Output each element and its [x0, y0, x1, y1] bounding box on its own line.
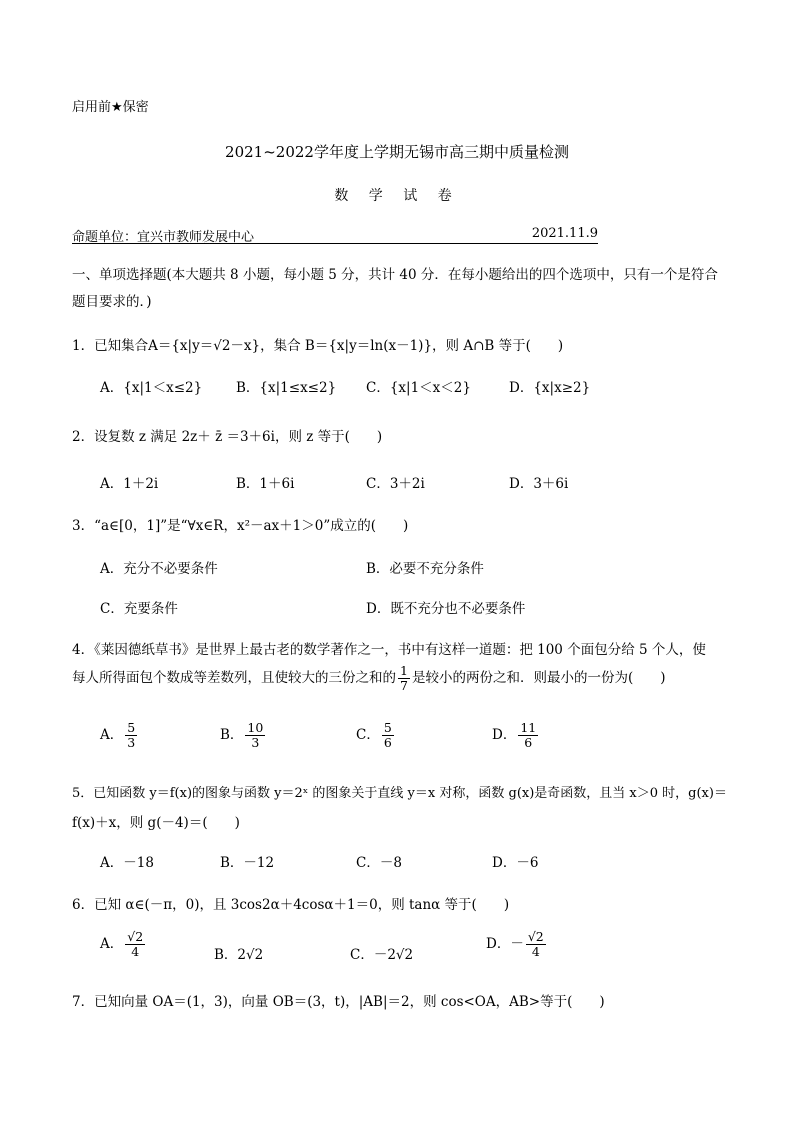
exam-title: 2021~2022学年度上学期无锡市高三期中质量检测	[225, 143, 569, 161]
question-4-stem-fraction	[398, 664, 410, 693]
option-label: D．－	[486, 935, 524, 952]
fraction-numerator: √2	[527, 929, 544, 944]
exam-subtitle: 数 学 试 卷	[334, 188, 460, 204]
fraction-numerator: √2	[127, 929, 144, 944]
question-6-option-c: C．－2√2	[350, 947, 414, 963]
question-4-stem-line1: 4．《莱因德纸草书》是世界上最古老的数学著作之一，书中有这样一道题：把 100 个面包分给 5 个人，使	[72, 642, 706, 658]
question-3-stem: 3．“a∈[0，1]”是“∀x∈R，x²－ax＋1＞0”成立的( )	[72, 518, 409, 534]
fraction-denominator: 4	[531, 943, 540, 959]
question-4-option-a	[100, 721, 139, 750]
question-4-option-d	[492, 721, 540, 750]
question-7-stem: 7．已知向量 OA＝(1，3)，向量 OB＝(3，t)，|AB|＝2，则 cos<OA，AB>等于( )	[72, 994, 605, 1010]
question-5-stem-line2: f(x)＋x，则 g(－4)＝( )	[72, 815, 240, 831]
question-2-option-c: C．3＋2i	[366, 476, 425, 492]
fraction-numerator: 10	[247, 720, 264, 735]
question-5-option-b: B．－12	[220, 855, 275, 871]
fraction-numerator: 1	[400, 663, 408, 678]
question-1-option-a: A．{x|1＜x≤2}	[100, 380, 203, 396]
section-instructions: 一、单项选择题(本大题共 8 小题，每小题 5 分，共计 40 分．在每小题给出的四个选项中，只有一个是符合题目要求的．)	[72, 267, 718, 310]
question-4-option-b	[220, 721, 267, 750]
question-2-option-d: D．3＋6i	[509, 476, 569, 492]
question-4-option-c	[356, 721, 396, 750]
question-5-option-a: A．－18	[100, 855, 154, 871]
fraction-numerator: 11	[520, 720, 537, 735]
option-label: B．	[220, 726, 244, 743]
option-fraction	[125, 721, 137, 750]
question-3-option-d: D．既不充分也不必要条件	[366, 601, 526, 617]
question-3-option-b: B．必要不充分条件	[366, 561, 484, 577]
fraction-denominator: 3	[251, 734, 260, 750]
fraction-denominator: 4	[131, 943, 140, 959]
question-2-stem: 2．设复数 z 满足 2z＋ z̄ ＝3＋6i，则 z 等于( )	[72, 429, 383, 445]
option-fraction	[245, 721, 265, 750]
question-6-option-b: B．2√2	[214, 947, 264, 963]
question-5-stem-line1: 5．已知函数 y＝f(x)的图象与函数 y＝2ˣ 的图象关于直线 y＝x 对称，函数 g(x)是奇函数，且当 x＞0 时，g(x)＝	[72, 786, 727, 801]
question-5-option-d: D．－6	[492, 855, 539, 871]
confidential-label: 启用前★保密	[72, 100, 149, 115]
question-4-stem-part-b: 是较小的两份之和．则最小的一份为( )	[411, 669, 666, 686]
option-fraction	[125, 930, 145, 959]
question-3-option-c: C．充要条件	[100, 601, 178, 617]
fraction-denominator: 6	[524, 734, 533, 750]
question-6-option-d	[486, 930, 548, 959]
question-1-option-b: B．{x|1≤x≤2}	[236, 380, 337, 396]
question-1-option-c: C．{x|1＜x＜2}	[366, 380, 471, 396]
author-line	[72, 226, 598, 244]
option-label: D．	[492, 726, 517, 743]
option-fraction	[518, 721, 538, 750]
option-fraction	[382, 721, 394, 750]
author-unit: 命题单位：宜兴市教师发展中心	[72, 230, 255, 245]
fraction-denominator: 3	[127, 734, 136, 750]
question-1-stem: 1．已知集合A＝{x|y＝√2－x}，集合 B＝{x|y＝ln(x－1)}，则 A∩B 等于( )	[72, 338, 564, 354]
option-label: A．	[100, 935, 124, 952]
fraction-numerator: 5	[127, 720, 136, 735]
option-label: C．	[356, 726, 380, 743]
question-6-option-a	[100, 930, 147, 959]
question-3-option-a: A．充分不必要条件	[100, 561, 218, 577]
question-6-stem: 6．已知 α∈(－π，0)，且 3cos2α＋4cosα＋1＝0，则 tanα 等于( )	[72, 897, 510, 913]
question-4-stem-part-a: 每人所得面包个数成等差数列，且使较大的三份之和的	[72, 669, 396, 686]
question-4-stem-line2	[72, 664, 666, 693]
fraction-denominator: 6	[383, 734, 392, 750]
question-2-option-b: B．1＋6i	[236, 476, 295, 492]
fraction-numerator: 5	[383, 720, 392, 735]
question-2-option-a: A．1＋2i	[100, 476, 159, 492]
exam-date: 2021.11.9	[531, 226, 598, 241]
question-5-option-c: C．－8	[356, 855, 402, 871]
question-1-option-d: D．{x|x≥2}	[509, 380, 591, 396]
option-label: A．	[100, 726, 124, 743]
fraction-denominator: 7	[400, 677, 408, 693]
option-fraction	[526, 930, 546, 959]
